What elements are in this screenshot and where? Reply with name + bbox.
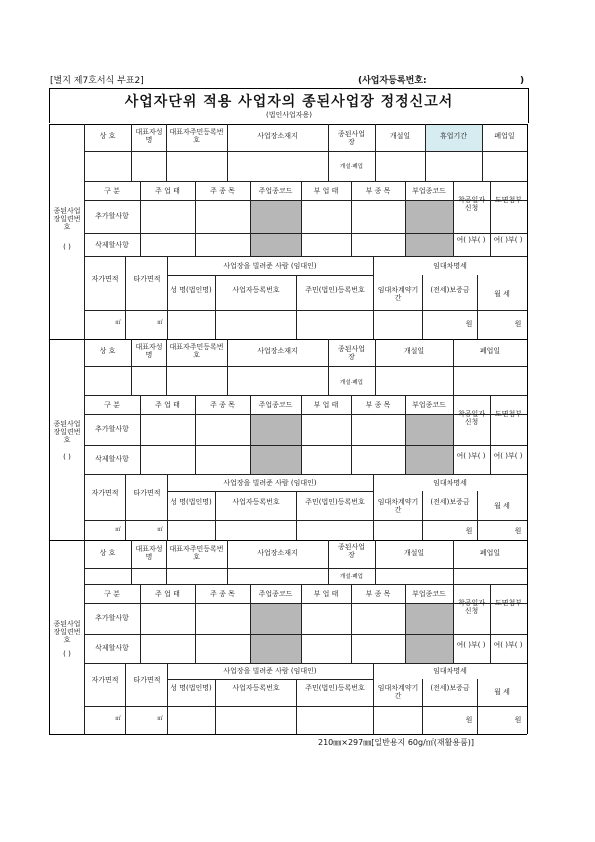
main-code-header: 주업종코드 xyxy=(258,590,293,598)
category-header: 구 분 xyxy=(104,590,120,598)
other-area-header: 타가면적 xyxy=(133,275,161,283)
sub-code-delete-shaded xyxy=(405,445,453,474)
main-code-delete-shaded xyxy=(250,233,301,256)
lease-details-header: 임대차명세 xyxy=(433,479,467,487)
main-code-add-shaded xyxy=(250,603,301,634)
start-date-header: 착공일자신청 xyxy=(457,196,486,212)
sub-site-serial-label: 종된사업장일련번호 xyxy=(53,207,81,231)
delete-row-label: 삭제할사항 xyxy=(95,644,129,652)
rep-name-header: 대표자성명 xyxy=(135,343,163,359)
deposit-header: (전세)보증금 xyxy=(430,684,470,692)
lessor-header: 사업장을 빌려준 사람 (임대인) xyxy=(223,479,317,487)
paper-spec: 210㎜×297㎜[일반용지 60g/㎡(재활용품)] xyxy=(318,738,475,747)
main-item-header: 주 종 목 xyxy=(210,401,235,409)
lessor-header: 사업장을 빌려준 사람 (임대인) xyxy=(223,262,317,270)
close-date-header: 폐업일 xyxy=(479,549,501,557)
docs-header: 도면첨부 xyxy=(494,196,523,204)
sub-site-serial-input[interactable]: ( ) xyxy=(63,453,71,461)
sub-type-header: 부 업 태 xyxy=(313,401,339,409)
suspension-header: 휴업기간 xyxy=(439,132,468,140)
other-area-header: 타가면적 xyxy=(133,676,161,684)
start-date-yes-no[interactable]: 여( )부( ) xyxy=(456,641,486,649)
docs-yes-no[interactable]: 여( )부( ) xyxy=(493,452,523,460)
lessor-name-header: 성 명(법인명) xyxy=(170,286,212,294)
main-code-header: 주업종코드 xyxy=(258,187,293,195)
rep-id-header: 대표자주민등록번호 xyxy=(169,545,224,561)
main-code-add-shaded xyxy=(250,200,301,233)
lessor-name-header: 성 명(법인명) xyxy=(170,684,212,692)
own-area-unit: ㎡ xyxy=(115,527,121,533)
category-header: 구 분 xyxy=(104,187,120,195)
lessor-header: 사업장을 빌려준 사람 (임대인) xyxy=(223,667,317,675)
main-code-delete-shaded xyxy=(250,445,301,474)
sub-site-serial-input[interactable]: ( ) xyxy=(63,650,71,658)
deposit-unit: 원 xyxy=(465,320,473,328)
deposit-unit: 원 xyxy=(465,527,473,535)
lease-details-header: 임대차명세 xyxy=(433,262,467,270)
rep-id-header: 대표자주민등록번호 xyxy=(169,343,224,359)
sub-item-header: 부 종 목 xyxy=(365,401,391,409)
sub-item-header: 부 종 목 xyxy=(365,187,391,195)
rent-unit: 원 xyxy=(514,320,522,328)
deposit-header: (전세)보증금 xyxy=(430,498,470,506)
delete-row-label: 삭제할사항 xyxy=(95,241,129,249)
main-code-header: 주업종코드 xyxy=(258,401,293,409)
page-title: 사업자단위 적용 사업자의 종된사업장 정정신고서 xyxy=(124,94,454,110)
deposit-unit: 원 xyxy=(465,716,473,724)
trade-name-header: 상 호 xyxy=(99,132,116,140)
lessor-bizno-header: 사업자등록번호 xyxy=(232,286,280,294)
lease-period-header: 임대차계약기간 xyxy=(377,684,419,700)
lessor-regno-header: 주민(법인)등록번호 xyxy=(305,286,365,294)
start-date-header: 착공일자신청 xyxy=(457,599,486,615)
other-area-header: 타가면적 xyxy=(133,489,161,497)
lease-period-header: 임대차계약기간 xyxy=(377,286,419,302)
sub-code-header: 부업종코드 xyxy=(412,590,446,598)
sub-site-serial-input[interactable]: ( ) xyxy=(63,243,71,251)
start-date-yes-no[interactable]: 여( )부( ) xyxy=(456,452,486,460)
docs-header: 도면첨부 xyxy=(494,599,523,607)
sub-site-serial-label: 종된사업장일련번호 xyxy=(53,620,81,644)
open-close-note: 개설·폐업 xyxy=(339,574,363,580)
lease-details-header: 임대차명세 xyxy=(433,667,467,675)
sub-type-header: 부 업 태 xyxy=(313,187,339,195)
sub-code-add-shaded xyxy=(405,200,453,233)
lessor-regno-header: 주민(법인)등록번호 xyxy=(305,498,365,506)
own-area-unit: ㎡ xyxy=(115,716,121,722)
sub-code-delete-shaded xyxy=(405,634,453,663)
start-date-header: 착공일자신청 xyxy=(457,410,486,426)
address-header: 사업장소재지 xyxy=(257,347,298,355)
lessor-bizno-header: 사업자등록번호 xyxy=(232,498,280,506)
open-close-note: 개설·폐업 xyxy=(339,164,363,170)
sub-code-add-shaded xyxy=(405,414,453,445)
address-header: 사업장소재지 xyxy=(257,549,298,557)
sub-code-delete-shaded xyxy=(405,233,453,256)
start-date-yes-no[interactable]: 여( )부( ) xyxy=(456,236,486,244)
category-header: 구 분 xyxy=(104,401,120,409)
sub-site-header: 종된사업장 xyxy=(337,345,366,361)
main-type-header: 주 업 태 xyxy=(155,401,180,409)
trade-name-header: 상 호 xyxy=(99,347,116,355)
open-date-header: 개설일 xyxy=(389,132,411,140)
lessor-regno-header: 주민(법인)등록번호 xyxy=(305,684,365,692)
monthly-rent-header: 월 세 xyxy=(494,688,510,696)
open-date-header: 개설일 xyxy=(403,347,425,355)
form-number: [별지 제7호서식 부표2] xyxy=(50,76,144,86)
own-area-header: 자가면적 xyxy=(91,275,119,283)
other-area-unit: ㎡ xyxy=(157,527,163,533)
docs-yes-no[interactable]: 여( )부( ) xyxy=(493,236,523,244)
registration-number-label: (사업자등록번호: xyxy=(358,76,427,86)
delete-row-label: 삭제할사항 xyxy=(95,455,129,463)
add-row-label: 추가할사항 xyxy=(95,614,129,622)
own-area-header: 자가면적 xyxy=(91,676,119,684)
rep-name-header: 대표자성명 xyxy=(135,128,163,144)
docs-header: 도면첨부 xyxy=(494,410,523,418)
monthly-rent-header: 월 세 xyxy=(494,502,510,510)
rep-id-header: 대표자주민등록번호 xyxy=(169,128,224,144)
other-area-unit: ㎡ xyxy=(157,320,163,326)
lease-period-header: 임대차계약기간 xyxy=(377,498,419,514)
rent-unit: 원 xyxy=(514,527,522,535)
sub-site-header: 종된사업장 xyxy=(337,543,366,559)
rep-name-header: 대표자성명 xyxy=(135,545,163,561)
address-header: 사업장소재지 xyxy=(257,132,298,140)
other-area-unit: ㎡ xyxy=(157,716,163,722)
lessor-name-header: 성 명(법인명) xyxy=(170,498,212,506)
sub-code-header: 부업종코드 xyxy=(412,187,446,195)
main-code-add-shaded xyxy=(250,414,301,445)
add-row-label: 추가할사항 xyxy=(95,212,129,220)
open-close-note: 개설·폐업 xyxy=(339,380,363,386)
monthly-rent-header: 월 세 xyxy=(494,290,510,298)
lessor-bizno-header: 사업자등록번호 xyxy=(232,684,280,692)
main-code-delete-shaded xyxy=(250,634,301,663)
sub-item-header: 부 종 목 xyxy=(365,590,391,598)
main-type-header: 주 업 태 xyxy=(155,187,180,195)
rent-unit: 원 xyxy=(514,716,522,724)
page-subtitle: (법인사업자용) xyxy=(265,111,313,119)
sub-code-header: 부업종코드 xyxy=(412,401,446,409)
own-area-unit: ㎡ xyxy=(115,320,121,326)
add-row-label: 추가할사항 xyxy=(95,425,129,433)
sub-site-header: 종된사업장 xyxy=(337,130,366,146)
main-type-header: 주 업 태 xyxy=(155,590,180,598)
sub-type-header: 부 업 태 xyxy=(313,590,339,598)
open-date-header: 개설일 xyxy=(403,549,425,557)
deposit-header: (전세)보증금 xyxy=(430,286,470,294)
sub-site-serial-label: 종된사업장일련번호 xyxy=(53,420,81,444)
main-item-header: 주 종 목 xyxy=(210,187,235,195)
sub-code-add-shaded xyxy=(405,603,453,634)
close-date-header: 폐업일 xyxy=(494,132,515,140)
main-item-header: 주 종 목 xyxy=(210,590,235,598)
own-area-header: 자가면적 xyxy=(91,489,119,497)
trade-name-header: 상 호 xyxy=(99,549,116,557)
docs-yes-no[interactable]: 여( )부( ) xyxy=(493,641,523,649)
registration-number-close: ) xyxy=(520,76,525,86)
close-date-header: 폐업일 xyxy=(479,347,501,355)
